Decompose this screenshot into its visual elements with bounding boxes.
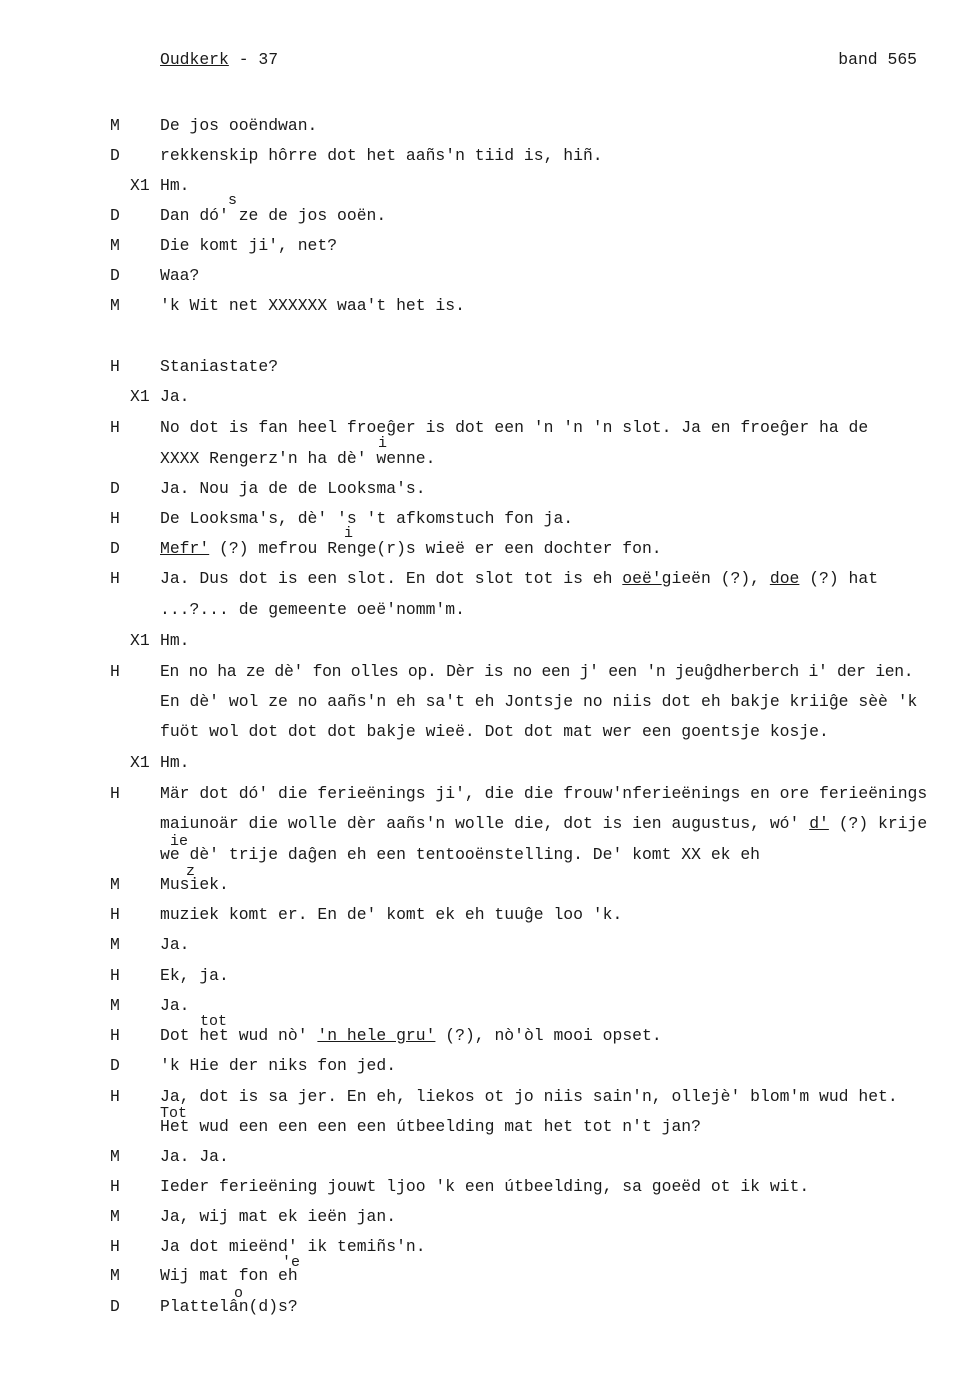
speaker-label: H bbox=[110, 357, 120, 376]
superscript-annotation: i bbox=[378, 435, 388, 452]
speaker-label: H bbox=[110, 1237, 120, 1256]
header-page-number: - 37 bbox=[228, 50, 279, 69]
underlined-phrase: 'n hele gru' bbox=[317, 1026, 436, 1045]
transcript-line bbox=[0, 525, 979, 561]
transcript-line bbox=[0, 435, 979, 471]
utterance-text: Ja. Ja. bbox=[160, 1147, 229, 1166]
utterance-text: Waa? bbox=[160, 266, 200, 285]
utterance-segment: Dot het wud nò' bbox=[160, 1026, 318, 1045]
transcript-line bbox=[0, 722, 979, 744]
transcript-line bbox=[0, 1207, 979, 1229]
utterance-text: Ja. bbox=[160, 387, 190, 406]
transcript-line bbox=[0, 1254, 979, 1288]
transcript-line bbox=[0, 600, 979, 622]
transcript-line bbox=[0, 479, 979, 501]
utterance-text: Plattelân(d)s? bbox=[160, 1297, 298, 1316]
utterance-segment: (?) krije bbox=[828, 814, 928, 833]
utterance-text: fuöt wol dot dot dot bakje wieë. Dot dot mat wer een goentsje kosje. bbox=[160, 722, 829, 741]
transcript-line bbox=[0, 935, 979, 957]
utterance-segment: Ja. Dus dot is een slot. En dot slot tot is eh bbox=[160, 569, 623, 588]
utterance-text bbox=[160, 1026, 662, 1045]
superscript-annotation: z bbox=[186, 863, 196, 880]
utterance-text: Ieder ferieëning jouwt ljoo 'k een útbeelding, sa goeëd ot ik wit. bbox=[160, 1177, 810, 1196]
transcript-line bbox=[0, 1056, 979, 1078]
transcript-line bbox=[0, 116, 979, 138]
superscript-annotation: tot bbox=[200, 1013, 228, 1030]
utterance-text bbox=[160, 814, 927, 833]
speaker-label: M bbox=[110, 296, 120, 315]
speaker-label: D bbox=[110, 1056, 120, 1075]
utterance-text: 'k Hie der niks fon jed. bbox=[160, 1056, 397, 1075]
utterance-text: Hm. bbox=[160, 176, 190, 195]
speaker-label: D bbox=[110, 479, 120, 498]
transcript-line bbox=[0, 509, 979, 531]
utterance-text: En dè' wol ze no aañs'n eh sa't eh Jontsje no niis dot eh bakje kriiĝe sèè 'k bbox=[160, 692, 918, 711]
utterance-text: 'k Wit net XXXXXX waa't het is. bbox=[160, 296, 465, 315]
utterance-text: No dot is fan heel froeĝer is dot een 'n 'n 'n slot. Ja en froeĝer ha de bbox=[160, 418, 869, 437]
transcript-line bbox=[0, 569, 979, 591]
utterance-text: muziek komt er. En de' komt ek eh tuuĝe loo 'k. bbox=[160, 905, 623, 924]
utterance-text: ...?... de gemeente oeë'nomm'm. bbox=[160, 600, 465, 619]
superscript-annotation: Tot bbox=[160, 1105, 188, 1122]
speaker-label: H bbox=[110, 784, 120, 803]
utterance-segment: (?) mefrou Renge(r)s wieë er een dochter fon. bbox=[209, 539, 662, 558]
utterance-text: Ja. Nou ja de de Looksma's. bbox=[160, 479, 426, 498]
speaker-label: M bbox=[110, 1266, 120, 1285]
utterance-text: Mär dot dó' die ferieënings ji', die die frouw'nferieënings en ore ferieënings bbox=[160, 784, 928, 803]
transcript-line bbox=[0, 176, 979, 198]
transcript-line bbox=[0, 631, 979, 653]
transcript-line bbox=[0, 863, 979, 897]
utterance-text: Ja. bbox=[160, 996, 190, 1015]
header-title: Oudkerk bbox=[160, 50, 229, 69]
utterance-segment: (?), nò'òl mooi opset. bbox=[435, 1026, 662, 1045]
utterance-text: Hm. bbox=[160, 631, 190, 650]
speaker-label: H bbox=[110, 1177, 120, 1196]
speaker-label: X1 bbox=[130, 387, 150, 406]
transcript-line bbox=[0, 387, 979, 409]
transcript-line bbox=[0, 1147, 979, 1169]
utterance-text: Ek, ja. bbox=[160, 966, 229, 985]
utterance-text: Ja. bbox=[160, 935, 190, 954]
speaker-label: H bbox=[110, 509, 120, 528]
utterance-text: we dè' trije daĝen eh een tentooënstelling. De' komt XX ek eh bbox=[160, 845, 760, 864]
utterance-segment: maiunoär die wolle dèr aañs'n wolle die, dot is ien augustus, wó' bbox=[160, 814, 810, 833]
transcript-line bbox=[0, 814, 979, 836]
utterance-text bbox=[160, 569, 878, 588]
speaker-label: D bbox=[110, 146, 120, 165]
utterance-text: Dan dó' ze de jos ooën. bbox=[160, 206, 387, 225]
underlined-word: d' bbox=[809, 814, 829, 833]
speaker-label: M bbox=[110, 875, 120, 894]
superscript-annotation: i bbox=[344, 525, 354, 542]
transcript-line bbox=[0, 753, 979, 775]
speaker-label: H bbox=[110, 1026, 120, 1045]
transcript-line bbox=[0, 1105, 979, 1139]
speaker-label: H bbox=[110, 966, 120, 985]
transcript-line bbox=[0, 692, 979, 714]
transcript-line bbox=[0, 996, 979, 1018]
transcript-line bbox=[0, 1087, 979, 1109]
page-header-right: band 565 bbox=[838, 50, 917, 69]
transcript-line bbox=[0, 784, 979, 806]
utterance-text: Ja, dot is sa jer. En eh, liekos ot jo niis sain'n, ollejè' blom'm wud het. bbox=[160, 1087, 898, 1106]
utterance-text: Die komt ji', net? bbox=[160, 236, 338, 255]
utterance-text: XXXX Rengerz'n ha dè' wenne. bbox=[160, 449, 436, 468]
transcript-line bbox=[0, 192, 979, 228]
utterance-text: En no ha ze dè' fon olles op. Dèr is no een j' een 'n jeuĝdherberch i' der ien. bbox=[160, 662, 914, 681]
utterance-text bbox=[160, 539, 662, 558]
page-header-left bbox=[160, 50, 278, 69]
speaker-label: H bbox=[110, 418, 120, 437]
speaker-label: M bbox=[110, 935, 120, 954]
superscript-annotation: ie bbox=[170, 833, 189, 850]
transcript-line bbox=[0, 357, 979, 379]
utterance-text: De jos ooëndwan. bbox=[160, 116, 318, 135]
utterance-text: Hm. bbox=[160, 753, 190, 772]
speaker-label: D bbox=[110, 1297, 120, 1316]
speaker-label: D bbox=[110, 266, 120, 285]
superscript-annotation: 'e bbox=[282, 1254, 301, 1271]
transcript-line bbox=[0, 966, 979, 988]
underlined-word: oeë' bbox=[622, 569, 662, 588]
utterance-text: De Looksma's, dè' 's 't afkomstuch fon ja. bbox=[160, 509, 574, 528]
transcript-line bbox=[0, 1177, 979, 1199]
transcript-line bbox=[0, 266, 979, 288]
transcript-line bbox=[0, 1237, 979, 1259]
speaker-label: M bbox=[110, 1147, 120, 1166]
underlined-word: doe bbox=[769, 569, 800, 588]
transcript-line bbox=[0, 418, 979, 440]
speaker-label: H bbox=[110, 662, 120, 681]
speaker-label: X1 bbox=[130, 631, 150, 650]
speaker-label: H bbox=[110, 1087, 120, 1106]
utterance-text: Staniastate? bbox=[160, 357, 279, 376]
speaker-label: H bbox=[110, 569, 120, 588]
superscript-annotation: o bbox=[234, 1285, 244, 1302]
speaker-label: M bbox=[110, 1207, 120, 1226]
speaker-label: D bbox=[110, 539, 120, 558]
utterance-text: Musiek. bbox=[160, 875, 229, 894]
speaker-label: H bbox=[110, 905, 120, 924]
speaker-label: M bbox=[110, 236, 120, 255]
speaker-label: M bbox=[110, 116, 120, 135]
utterance-text: Ja dot mieënd' ik temiñs'n. bbox=[160, 1237, 426, 1256]
utterance-text: Het wud een een een een útbeelding mat het tot n't jan? bbox=[160, 1117, 701, 1136]
speaker-label: D bbox=[110, 206, 120, 225]
utterance-text: Ja, wij mat ek ieën jan. bbox=[160, 1207, 397, 1226]
utterance-segment: gieën (?), bbox=[661, 569, 770, 588]
utterance-text: Wij mat fon eh bbox=[160, 1266, 298, 1285]
utterance-text: rekkenskip hôrre dot het aañs'n tiid is, hiñ. bbox=[160, 146, 603, 165]
transcript-line bbox=[0, 1285, 979, 1319]
superscript-annotation: s bbox=[228, 192, 238, 209]
underlined-word: Mefr' bbox=[160, 539, 210, 558]
transcript-line bbox=[0, 146, 979, 168]
speaker-label: X1 bbox=[130, 753, 150, 772]
transcript-line bbox=[0, 1013, 979, 1048]
speaker-label: X1 bbox=[130, 176, 150, 195]
transcript-line bbox=[0, 662, 979, 684]
transcript-line bbox=[0, 833, 979, 867]
transcript-line bbox=[0, 296, 979, 318]
utterance-segment: (?) hat bbox=[799, 569, 879, 588]
speaker-label: M bbox=[110, 996, 120, 1015]
transcript-line bbox=[0, 236, 979, 258]
transcript-line bbox=[0, 905, 979, 927]
